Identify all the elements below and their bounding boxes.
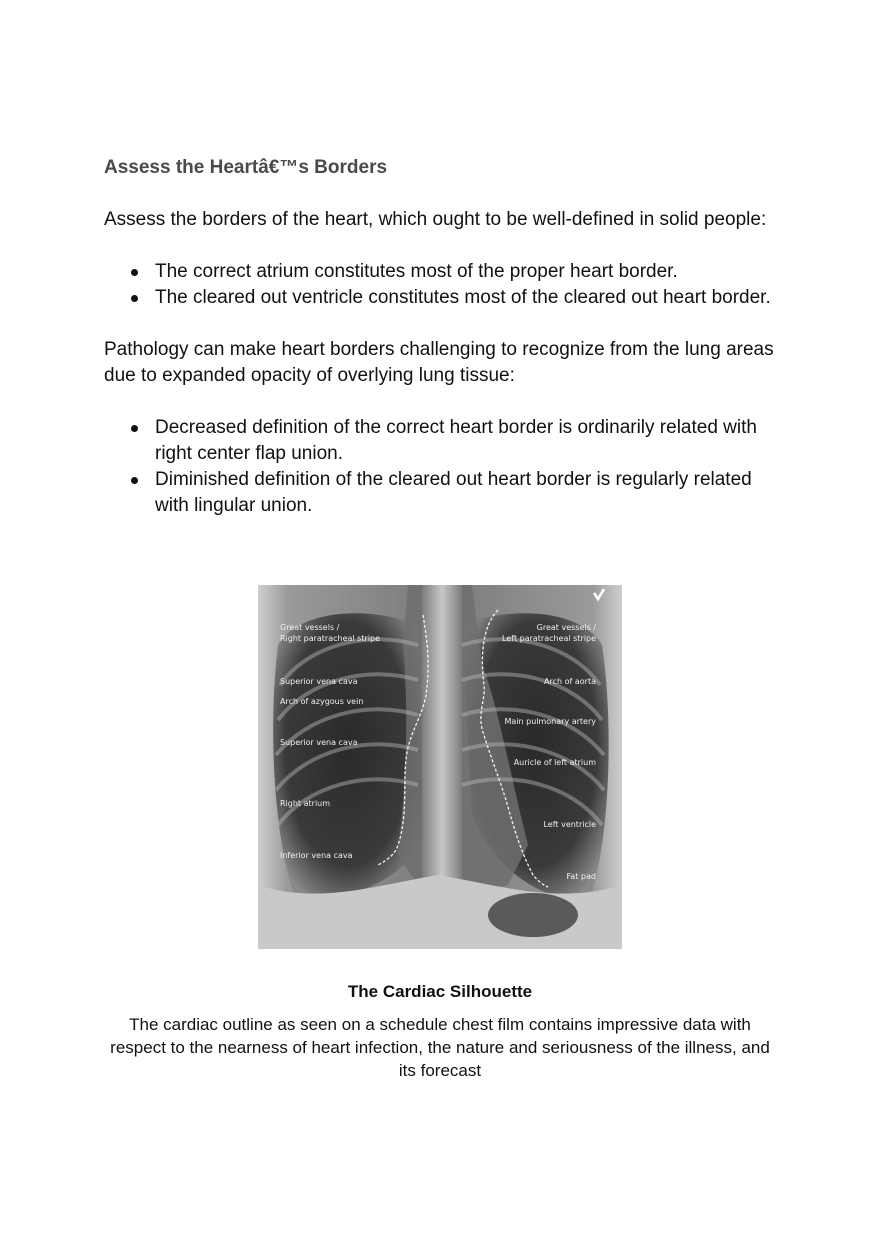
chest-xray-drawing <box>258 585 622 949</box>
list-item-text: The cleared out ventricle constitutes most of the cleared out heart border. <box>155 287 771 308</box>
xray-label: Great vessels / <box>536 623 596 632</box>
bullet-icon <box>131 477 138 484</box>
section-heading: Assess the Heartâ€™s Borders <box>104 157 388 178</box>
pathology-list <box>104 415 784 519</box>
list-item <box>104 259 784 285</box>
xray-label: Arch of aorta <box>544 677 596 686</box>
list-item-text: Diminished definition of the cleared out heart border is regularly related with lingular union. <box>155 469 752 516</box>
list-item <box>104 467 784 519</box>
list-item-text: The correct atrium constitutes most of the proper heart border. <box>155 261 678 282</box>
xray-label: Inferior vena cava <box>280 851 353 860</box>
xray-label: Auricle of left atrium <box>513 758 596 767</box>
xray-label: Main pulmonary artery <box>504 717 596 726</box>
list-item <box>104 415 784 467</box>
xray-label: Arch of azygous vein <box>280 697 364 706</box>
chest-xray-image <box>258 585 622 949</box>
bullet-icon <box>131 269 138 276</box>
xray-label: Left ventricle <box>543 820 596 829</box>
figure-caption-title: The Cardiac Silhouette <box>347 982 533 1001</box>
bullet-icon <box>131 425 138 432</box>
xray-label: Right atrium <box>280 799 331 808</box>
list-item <box>104 285 784 311</box>
intro-paragraph: Assess the borders of the heart, which ought to be well-defined in solid people: <box>104 209 767 230</box>
bullet-icon <box>131 295 138 302</box>
xray-label: Fat pad <box>566 872 596 881</box>
xray-label: Left paratracheal stripe <box>502 634 596 643</box>
xray-label: Right paratracheal stripe <box>280 634 380 643</box>
xray-label: Great vessels / <box>280 623 340 632</box>
list-item-text: Decreased definition of the correct heart border is ordinarily related with right center flap union. <box>155 417 757 464</box>
xray-label: Superior vena cava <box>280 738 358 747</box>
xray-label: Superior vena cava <box>280 677 358 686</box>
pathology-paragraph: Pathology can make heart borders challenging to recognize from the lung areas due to expanded opacity of overlying lung tissue: <box>104 339 774 386</box>
figure-caption-body: The cardiac outline as seen on a schedule chest film contains impressive data with respect to the nearness of heart infection, the nature and seriousness of the illness, and its forecast <box>110 1015 770 1080</box>
heart-border-list <box>104 259 784 311</box>
document-body <box>104 155 784 519</box>
